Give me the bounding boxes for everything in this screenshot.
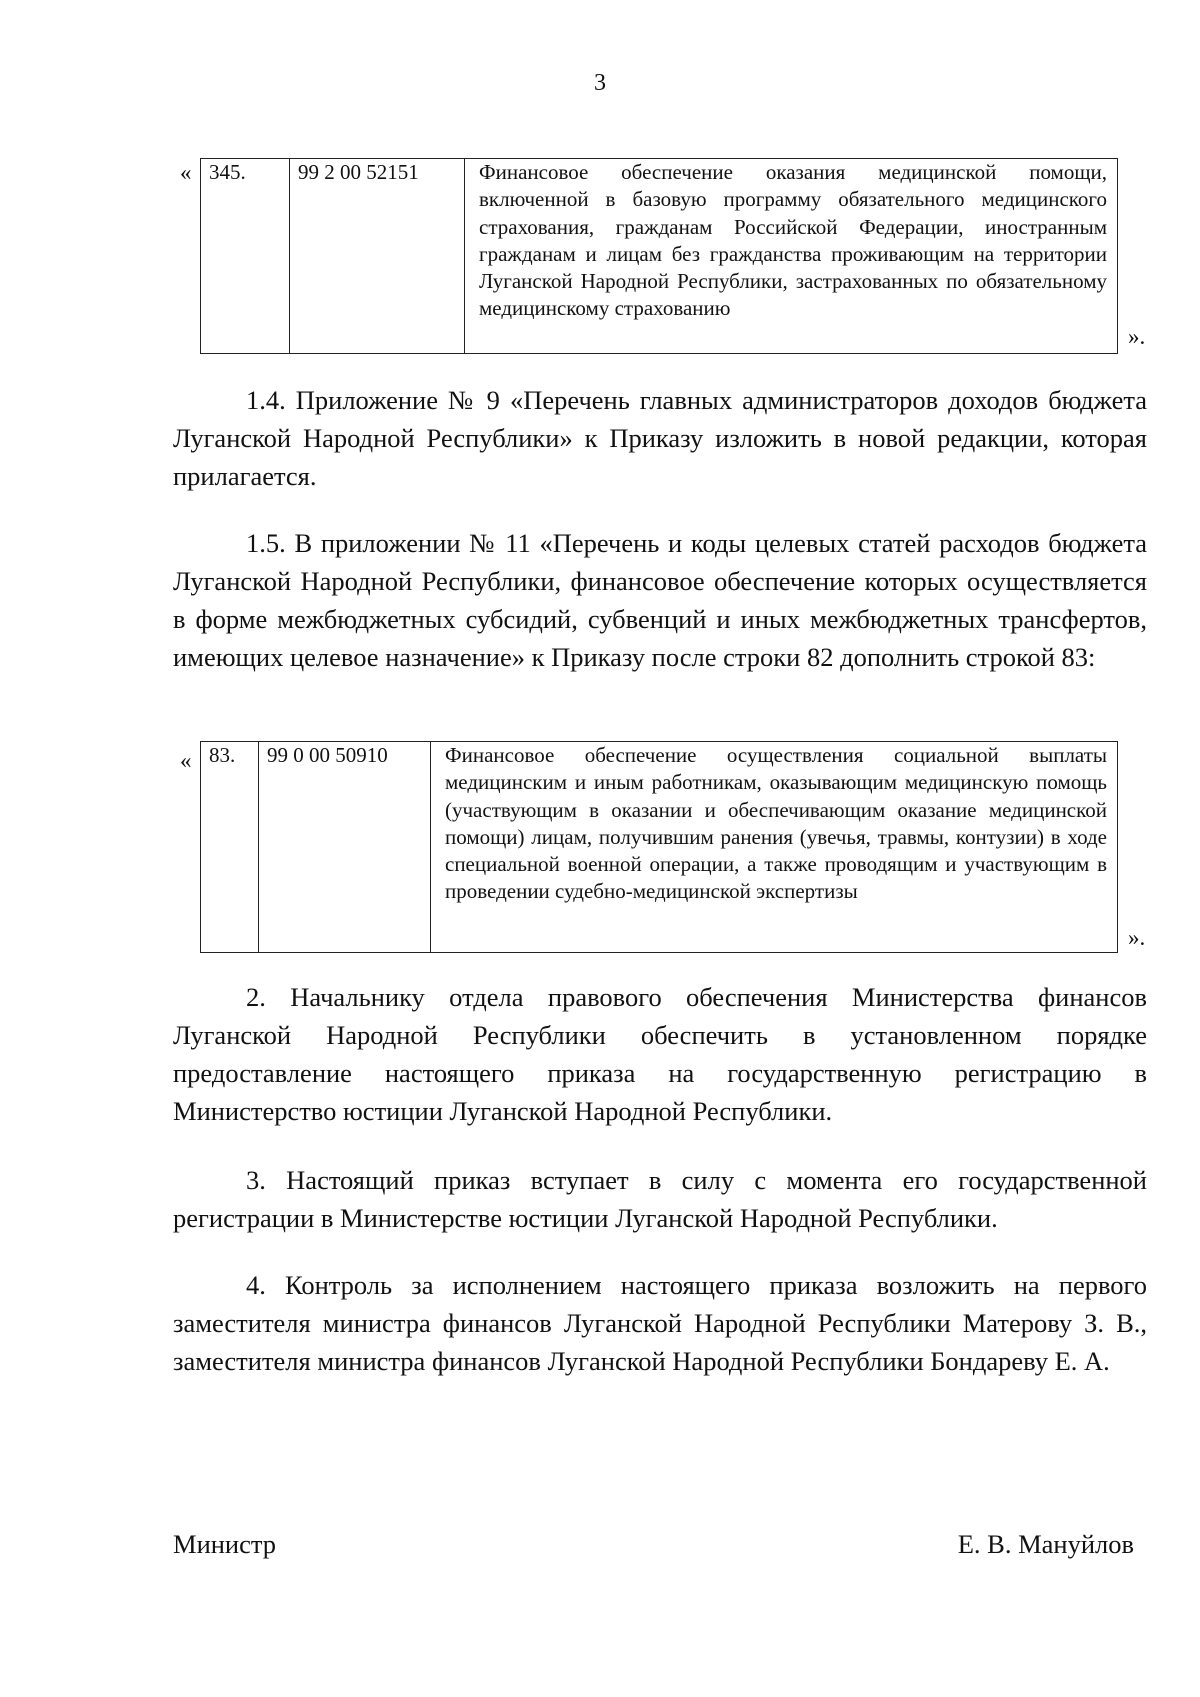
table2-number: 83. <box>201 742 259 953</box>
table1-open-quote: « <box>180 160 192 185</box>
paragraph-2: 2. Начальнику отдела правового обеспечения Министерства финансов Луганской Народной Республики обеспечить в установленном порядке предоставление настоящего приказа на государственную регистрацию в Министерство юстиции Луганской Народной Республики. <box>173 982 1147 1126</box>
paragraph-4: 4. Контроль за исполнением настоящего приказа возложить на первого заместителя министра финансов Луганской Народной Республики Матерову З. В., заместителя министра финансов Луганской Народной Республики Бондареву Е. А. <box>173 1270 1147 1376</box>
paragraph-3: 3. Настоящий приказ вступает в силу с момента его государственной регистрации в Министерстве юстиции Луганской Народной Республики. <box>173 1165 1147 1233</box>
table1 <box>200 158 1118 354</box>
table-row <box>201 159 1118 354</box>
table2-open-quote: « <box>180 748 192 773</box>
paragraph-1-4: 1.4. Приложение № 9 «Перечень главных администраторов доходов бюджета Луганской Народной Республики» к Приказу изложить в новой редакции, которая прилагается. <box>173 385 1147 491</box>
table2-description: Финансовое обеспечение осуществления социальной выплаты медицинским и иным работникам, оказывающим медицинскую помощь (участвующим в оказании и обеспечивающим оказание медицинской помощи) лицам, получившим ранения (увечья, травмы, контузии) в ходе специальной военной операции, а также проводящим и участвующим в проведении судебно-медицинской экспертизы <box>431 742 1118 953</box>
table2-code: 99 0 00 50910 <box>259 742 431 953</box>
paragraph-1-5: 1.5. В приложении № 11 «Перечень и коды целевых статей расходов бюджета Луганской Народной Республики, финансовое обеспечение которых осуществляется в форме межбюджетных субсидий, субвенций и иных межбюджетных трансфертов, имеющих целевое назначение» к Приказу после строки 82 дополнить строкой 83: <box>173 528 1147 672</box>
table1-description: Финансовое обеспечение оказания медицинской помощи, включенной в базовую программу обязательного медицинского страхования, гражданам Российской Федерации, иностранным гражданам и лицам без гражданства проживающим на территории Луганской Народной Республики, застрахованных по обязательному медицинскому страхованию <box>465 159 1118 354</box>
signature-name: Е. В. Мануйлов <box>957 1529 1134 1559</box>
table2-close-quote: ». <box>1128 925 1146 950</box>
page-number: 3 <box>594 70 606 96</box>
table1-number: 345. <box>201 159 290 354</box>
table1-close-quote: ». <box>1128 324 1146 349</box>
signature-title: Министр <box>173 1529 277 1559</box>
table2 <box>200 741 1118 953</box>
table-row <box>201 742 1118 953</box>
table1-code: 99 2 00 52151 <box>290 159 465 354</box>
